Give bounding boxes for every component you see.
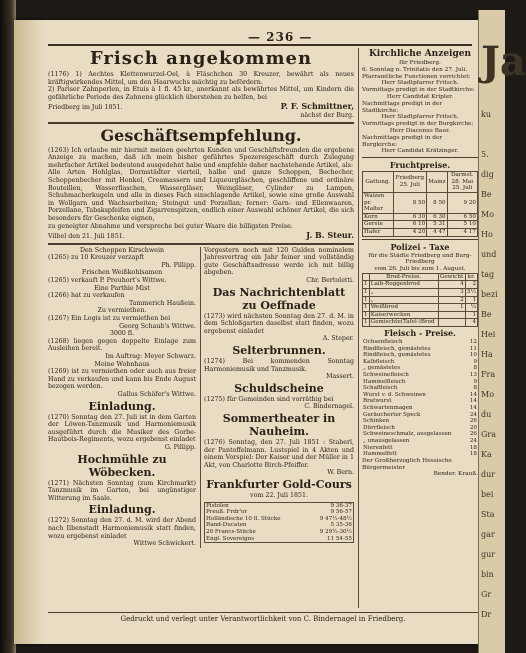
adjacent-page-fragment: Sta [481, 510, 495, 519]
ad-line: Gallus Schäfer's Wittwe. [117, 390, 197, 398]
fleisch-row [362, 412, 478, 419]
divider [362, 157, 478, 158]
brod-cell: 4 [438, 281, 465, 289]
adjacent-page-fragment: bezi [481, 290, 498, 299]
fleisch-row [362, 392, 478, 399]
ad-line: Massert. [326, 373, 354, 381]
fruit-cell: 6 10 [393, 221, 427, 229]
brod-row [363, 304, 478, 312]
brod-cell: 1 [364, 319, 368, 326]
adjacent-page-fragment: Fra [481, 370, 496, 379]
church-line: Pfarramtliche Functionen verrichtet: [362, 73, 471, 80]
church-lines [362, 67, 478, 155]
fruit-cell: 6 50 [447, 213, 477, 221]
fleisch-price-table [362, 339, 478, 458]
ad-1263-text3: zu geneigter Abnahme und verspreche bei guter Waare die billigsten Preise. [48, 222, 293, 230]
fleisch-row [362, 425, 478, 432]
fleisch-price: 9 [473, 378, 477, 385]
header-rule [48, 44, 472, 46]
ad-line: (1274) Bei kommenden Sonntag Harmoniemusik und Tanzmusik. [204, 358, 354, 373]
church-line: Nachmittags predigt in der Burgkirche: [362, 134, 443, 148]
fruit-cell: Waizen pr. Malter [363, 192, 394, 213]
ad-line: (1268) liegen gegen doppelte Einlage zum Ausleihen bereit. [48, 337, 197, 353]
divider [362, 239, 478, 240]
fleisch-item: Rindfleisch, gemästetes [363, 352, 431, 359]
brod-cell: „ [369, 289, 438, 297]
fleisch-row [362, 346, 478, 353]
ad-heading: Frankfurter Gold-Cours [206, 477, 352, 491]
ad-line: Chr. Bertoletti. [306, 277, 354, 285]
fleisch-row [362, 445, 478, 452]
fruit-cell: 8 50 [427, 192, 447, 213]
ad-line: A. Steper. [322, 335, 354, 343]
fruit-row [363, 221, 478, 229]
fleisch-item: Dürrfleisch [363, 424, 395, 431]
ad-line: (1267) Ein Logis ist zu vermiethen bei [48, 315, 171, 323]
brod-cell: 1 [364, 289, 368, 296]
church-line: Herr Candidat Krätzinger. [381, 148, 459, 155]
ad-heading: Einladung. [88, 503, 156, 517]
ad-line: 3000 fl. [109, 330, 135, 338]
fleisch-price: 14 [469, 398, 477, 405]
ad-heading: Hochmühle zu Wöbecken. [77, 452, 167, 479]
fleisch-item: Nierenfett [363, 444, 393, 451]
fleisch-price: 12 [469, 339, 477, 346]
fleisch-item: Schweineschmalz, ausgelassen [363, 431, 452, 438]
currency-rate: 9 56-57 [330, 509, 352, 516]
ad-1176-text: (1176) 1) Aechtes Klettenwurzel-Oel, à Fläschchen 30 Kreuzer, bewährt als neues kräftigwirkendes Mittel, um den Haarwuchs mächtig zu befördern. [48, 71, 354, 86]
brod-price-table [362, 273, 478, 327]
fleisch-price: 11 [469, 345, 477, 352]
fleisch-price: 14 [469, 404, 477, 411]
brod-cell: 5½ [467, 289, 476, 296]
church-line: Vormittags predigt in der Burgkirche: [362, 121, 474, 128]
ad-1263-text: (1263) Ich erlaube mir hiermit meinen geehrten Kunden und Geschäftsfreunden die ergebene Anzeige zu machen, daß ich mein bisher geführtes Spezereigeschäft durch Zulegung mehrfacher Artikel bedeutend ausgedehnt habe und empfehle daher nachstehende Artikel, als: [48, 146, 354, 169]
fruit-price-table [362, 171, 478, 236]
ad-line: Eine Parthie Mist [94, 284, 150, 292]
ad-1263-date: Vilbel den 21. Juli 1851. [48, 233, 125, 241]
fleisch-price: 14 [469, 391, 477, 398]
fleisch-item: Schinken [363, 418, 390, 425]
brod-cell: Gemischte(Tafel-)Brod [369, 319, 438, 327]
church-line: Herr Candidat Kripler. [386, 93, 454, 100]
fleisch-item: Hammelfett [363, 451, 397, 458]
ad-1176-date: Friedberg im Juli 1851. [48, 104, 123, 112]
adjacent-page-fragment: Ho [481, 230, 493, 239]
church-subtitle: für Friedberg. [399, 60, 441, 66]
brod-cell: 2 [438, 296, 465, 304]
brod-cell [438, 311, 465, 319]
fleisch-item: „ unausgelassen [363, 437, 410, 444]
gold-cours-row [205, 502, 354, 509]
ad-heading: Einladung. [88, 399, 156, 413]
adjacent-page-fragment: dur [481, 470, 496, 479]
fleisch-item: Ochsenfleisch [363, 339, 403, 346]
ad-line: (1265) zu 10 Kreuzer verzapft [48, 254, 145, 262]
adjacent-page-fragment: Ha [481, 350, 493, 359]
ads-subcolumns [48, 247, 354, 548]
ad-1263-signature: J. B. Steur. [306, 230, 354, 241]
ads-subcolumn-left [48, 247, 196, 548]
brod-cell: 4 [465, 319, 477, 327]
adjacent-page-fragment: bin [481, 570, 494, 579]
church-line: Herr Stadtpfarrer Fritsch. [381, 80, 459, 87]
ad-heading: Schuldscheine [234, 381, 324, 395]
fleisch-price: 18 [469, 444, 477, 451]
ad-heading: Das Nachrichtenblatt zu Oeffnade [212, 285, 346, 312]
printer-footer: Gedruckt und verlegt unter Verantwortlichkeit von C. Bindernagel in Friedberg. [48, 612, 478, 623]
fruit-cell: 6 30 [393, 213, 427, 221]
fleisch-item: Wurst v. d. Schweinen [363, 391, 426, 398]
currency-rate: 9 47½-48½ [319, 515, 352, 522]
currency-name: Holländische 10 fl. Stücke [206, 515, 281, 522]
brod-cell: 1 [364, 296, 368, 303]
ad-line: (1265) verkauft P. Preuhort's Wittwe. [48, 277, 167, 285]
fruit-cell: 4 47 [427, 228, 447, 236]
fleisch-price: 26 [469, 418, 477, 425]
fleisch-item: Kalbfleisch [363, 358, 395, 365]
signoff: Der Großherzoglich Hessische Bürgermeister [362, 457, 452, 471]
fruit-title: Fruchtpreise. [389, 160, 451, 171]
ad-line: (1266) hat zu verkaufen [48, 292, 125, 300]
ad-heading: Selterbrunnen. [232, 344, 326, 358]
church-line: Nachmittags predigt in der Stadtkirche: [362, 100, 443, 114]
fleisch-item: Rindfleisch, gemästetes [363, 345, 431, 352]
ad-heading: Sommertheater in Nauheim. [222, 412, 336, 438]
adjacent-page-fragment: Hei [481, 330, 496, 339]
gold-cours-row [205, 509, 354, 516]
fleisch-item: Schweinefleisch [363, 372, 409, 379]
ad-line: Vorgestern noch mit 120 Gulden nominelem Jahresvertrag ein Jahr feiner und vollständig gute Geschäftsadresse werde ich mit billig abgeben. [204, 246, 354, 277]
brod-col-header: Brod-Preise. [369, 273, 438, 281]
fruit-cell: 8 50 [393, 192, 427, 213]
adjacent-page-fragment: gur [481, 550, 496, 559]
ad-line: Frischen Weißkohlsamen [81, 269, 163, 277]
fruit-cell: 9 20 [447, 192, 477, 213]
fleisch-row [362, 379, 478, 386]
fruit-row [363, 228, 478, 236]
fleisch-row [362, 398, 478, 405]
divider [48, 122, 354, 124]
fleisch-title: Fleisch - Preise. [384, 328, 456, 339]
signoff-names: Bender. Krauß. [433, 471, 478, 478]
fleisch-item: Geräucherter Speck [363, 411, 421, 418]
fleisch-row [362, 372, 478, 379]
fleisch-item: Schwartenmagen [363, 404, 413, 411]
notices-column [358, 48, 478, 608]
fleisch-item: Schaffleisch [363, 385, 398, 392]
fleisch-price: 20 [469, 424, 477, 431]
brod-row [363, 281, 478, 289]
brod-cell: „ [369, 296, 438, 304]
adjacent-page-fragment: Gra [481, 430, 496, 439]
brod-row [363, 319, 478, 327]
gold-cours-row [205, 529, 354, 536]
fleisch-price: 24 [469, 437, 477, 444]
adjacent-page-fragment: Ka [481, 450, 492, 459]
adjacent-page-fragment: du [481, 410, 492, 419]
fruit-cell: 4 17 [447, 228, 477, 236]
brod-cell: 1 [465, 311, 477, 319]
fleisch-row [362, 359, 478, 366]
ad-line: (1275) für Gemeinden sind vorräthig bei [204, 395, 334, 403]
fleisch-row [362, 438, 478, 445]
divider [48, 243, 354, 245]
adjacent-page-fragment: Mo [481, 210, 495, 219]
fruit-col-header: Darmst. 28. Mai 25. Juli [447, 172, 477, 193]
ad-line: (1273) wird nächsten Sonntag den 27. d. M. in dem Schloßgarten daselbst statt finden, wozu ergebenst einladet [204, 312, 354, 335]
brod-row [363, 296, 478, 304]
ad-line: W. Bern. [327, 469, 354, 477]
ad-1176-text2: 2) Pariser Zahnperlen, in Etuis à 1 fl. 45 kr., anerkannt als bewährtes Mittel, um Kindern die gefährliche Periode des Zahnens glücklich überstehen zu helfen, bei [48, 86, 354, 101]
adjacent-page-fragment: und [481, 250, 497, 259]
fruit-cell: 5 31 [427, 221, 447, 229]
ad-title-frisch: Frisch angekommen [89, 48, 313, 69]
polizei-subtitle2: vom 26. Juli bis zum 1. August. [374, 266, 466, 273]
newspaper-page [14, 20, 480, 644]
fleisch-price: 13 [469, 372, 477, 379]
adjacent-page-fragment: Be [481, 310, 492, 319]
ads-subcolumn-right [200, 247, 354, 548]
brod-cell: 1 [465, 296, 477, 304]
adjacent-page-fragment: 5. [481, 150, 489, 159]
brod-cell [438, 319, 465, 327]
ad-line: (1272) Sonntag den 27. d. M. wird der Abend nach Ilbenstadt Harmoniemusik statt finden, wozu ergebenst einladet [48, 517, 197, 540]
adjacent-page-fragment: bei [481, 490, 494, 499]
fruit-row [363, 213, 478, 221]
ad-1263-text2: Alle Arten Hohlglas, Dormstädter vierteil, halbe und ganze Schoppen, Bechecher, Schoppenbecher mit Henkel, Creamassern und Liqueurgläschen, geschliffene und ordinäre Bouteillen, Wasserflaschen, Wassergläser, Weingläser, Cylinder zu Lampen, Schuhmacherkugeln und alle in dieses Fach einschlagende Artikel, sowie eine große Auswahl in Wollgarn und Wachsarbeiten; Steingut und Porzellan; ferner: Garn- und Ellenwaaren, Porzellane, Tabakspfeifen und Zigarrenspitzen, endlich einer Auswahl schöner Artikel, die sich besonders für Geschenke eignen, [48, 169, 354, 222]
fleisch-row [362, 451, 478, 458]
gold-cours-row [205, 536, 354, 543]
currency-rate: 11 54-55 [326, 535, 352, 542]
brod-cell: Kaiserwecken [369, 311, 438, 319]
ad-line: (1269) ist zu vermiethen oder auch aus freier Hand zu verkaufen und kann bis Ende August bezogen werden. [48, 368, 197, 391]
ad-line: Georg Schaub's Wittwe. [119, 322, 197, 330]
ad-line: vom 22. Juli 1851. [250, 491, 308, 499]
fleisch-price: 26 [469, 431, 477, 438]
fruit-cell: 6 30 [427, 213, 447, 221]
gold-cours-row [205, 516, 354, 523]
brod-cell: ¼ [465, 304, 477, 312]
church-line: Herr Diaconus Baur. [389, 127, 451, 134]
ad-line: Tammerich Haußein. [128, 299, 197, 307]
brod-cell: 1 [364, 311, 368, 318]
fleisch-price: 24 [469, 411, 477, 418]
ad-line: Meine Wohnhaus [94, 360, 150, 368]
fruit-cell: Hafer [363, 228, 394, 236]
brod-row [363, 311, 478, 319]
church-title: Kirchliche Anzeigen [368, 49, 472, 59]
church-line: 6. Sonntag n. Trinitatis den 27. Juli. [362, 66, 468, 73]
brod-cell: 2 [465, 281, 477, 289]
fleisch-row [362, 385, 478, 392]
brod-cell: Weißbrod [369, 304, 438, 312]
brod-cell: Laib-Roggenbrod [369, 281, 438, 289]
fleisch-row [362, 339, 478, 346]
polizei-title: Polizei - Taxe [390, 241, 450, 252]
fruit-cell: Gerste [363, 221, 394, 229]
brod-cell: 3 [438, 289, 465, 297]
ad-line: Im Auftrag: Meyer Schwarz. [105, 353, 197, 360]
currency-rate: 5 35-36 [330, 522, 352, 529]
fruit-col-header: Mainz [427, 172, 447, 193]
adjacent-page-fragment: tag [481, 270, 495, 279]
fleisch-price: 9 [473, 358, 477, 365]
adjacent-page-fragment: Gr [481, 590, 492, 599]
fleisch-row [362, 405, 478, 412]
ad-line: (1270) Sonntag den 27. Juli ist in dem Garten der Löwen-Tanzmusik und Harmoniemusik ausgeführt durch die Musiker des Gorbe-Hautbois-Regiments, wozu ergebenst einladet [48, 413, 197, 444]
page-header [48, 30, 472, 44]
currency-name: 20 Francs-Stücke [206, 528, 256, 535]
fleisch-row [362, 365, 478, 372]
fleisch-price: 8 [473, 365, 477, 372]
ad-line: (1271) Nächsten Sonntag (zum Kirchmarkt) Tanzmusik im Garten, bei ungünstiger Witterung im Saale. [48, 479, 197, 502]
ad-line: Zu vermiethen. [97, 307, 147, 315]
ad-line: Ph. Pillipp. [161, 261, 197, 269]
adjacent-page-fragment: gar [481, 530, 495, 539]
fleisch-item: „ gemästetes [363, 365, 401, 372]
gold-cours-row [205, 522, 354, 529]
adjacent-page-heading: Ja [481, 38, 526, 85]
brod-cell: 1 [364, 304, 368, 311]
currency-name: Preuß. Frdr'or [206, 509, 248, 516]
fruit-row [363, 192, 478, 213]
adjacent-page-fragment: dig [481, 170, 494, 179]
adjacent-page-fragment: Be [481, 190, 492, 199]
brod-col-header: Gewicht [439, 273, 464, 280]
adjacent-page-fragment: ku [481, 110, 491, 119]
currency-rate: 9 29½-30½ [319, 528, 352, 535]
polizei-subtitle: für die Städte Friedberg und Burg-Friedberg [368, 252, 472, 266]
currency-name: Rand-Ducaten [206, 522, 247, 529]
fleisch-item: Hammelfleisch [363, 378, 406, 385]
adjacent-page-edge [478, 10, 526, 653]
fleisch-row [362, 431, 478, 438]
adjacent-page-fragment: Dr [481, 610, 492, 619]
page-spine [14, 20, 44, 644]
brod-cell: 1 [438, 304, 465, 312]
fleisch-row [362, 352, 478, 359]
ad-1176-signature-note: nächst der Burg. [300, 111, 354, 119]
fruit-cell: 4 20 [393, 228, 427, 236]
currency-rate: 9 36-37 [330, 502, 352, 509]
brod-row [363, 289, 478, 297]
ad-title-geschaeft: Geschäftsempfehlung. [100, 125, 302, 145]
fleisch-price: 8 [473, 385, 477, 392]
brod-cell: 1 [364, 281, 368, 288]
fruit-col-header: Friedberg 25. Juli [393, 172, 427, 193]
currency-name: Engl. Sovereigns [206, 535, 255, 542]
ad-line: Wittwe Schwickert. [133, 540, 197, 548]
ad-line: (1276) Sonntag, den 27. Juli 1851 : Staberl, der Pantoffelmann. Lustspiel in 4 Akten und einem Vorspiel: Der Kaiser und der Müller in 1 Akt, von Charlotte Birch-Pfeiffer. [204, 439, 354, 469]
fruit-cell: 5 10 [447, 221, 477, 229]
fruit-col-header: Gattung. [363, 172, 394, 193]
fleisch-price: 18 [469, 451, 477, 458]
church-line: Herr Stadtpfarrer Fritsch. [381, 114, 459, 121]
fleisch-price: 10 [469, 352, 477, 359]
page-number: — 236 — [248, 30, 313, 44]
ad-line: C. Bindernagel. [304, 403, 354, 411]
brod-col-header: kr. [465, 273, 477, 281]
ad-line: G. Pillipp. [164, 443, 197, 451]
brod-col-header [363, 273, 370, 281]
adjacent-page-fragment: Mo [481, 390, 495, 399]
fleisch-item: Bratwurst [363, 398, 392, 405]
fruit-cell: Korn [363, 213, 394, 221]
gold-cours-table [204, 502, 354, 544]
currency-name: Pistolen [206, 502, 229, 509]
main-column [48, 48, 354, 608]
church-line: Vormittags predigt in der Stadtkirche: [362, 87, 475, 94]
ad-1176-signature: P. F. Schmittner, [280, 101, 354, 112]
fleisch-row [362, 418, 478, 425]
ad-line: Den Schoppen Kirschwein [79, 246, 165, 254]
